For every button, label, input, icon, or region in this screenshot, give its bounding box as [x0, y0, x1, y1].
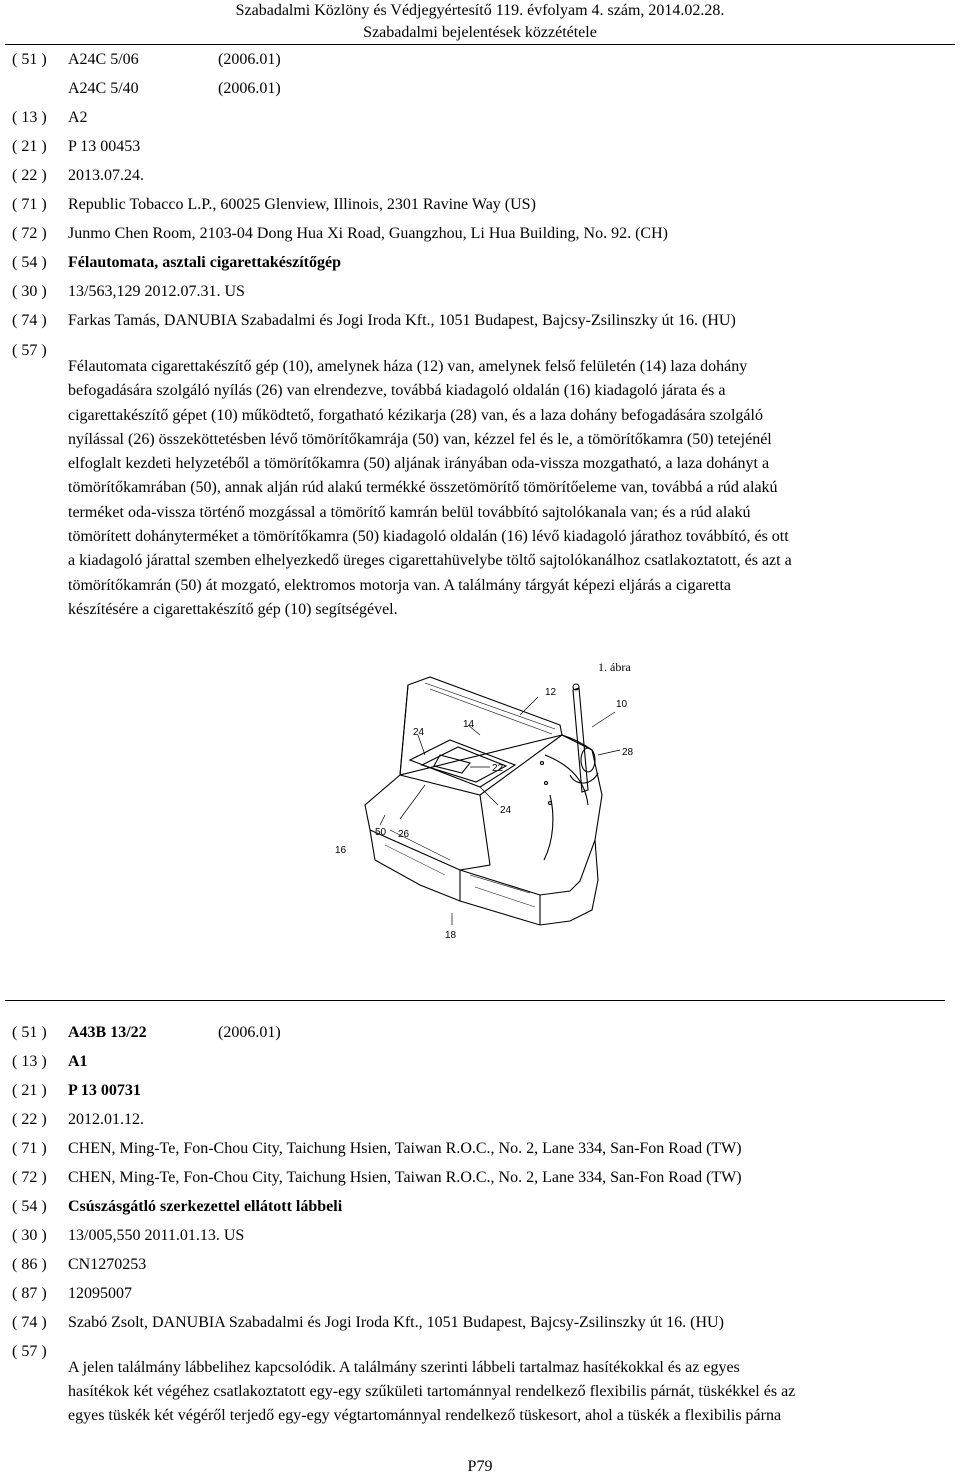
- patent-title: Félautomata, asztali cigarettakészítőgép: [68, 254, 341, 271]
- page-number: P79: [467, 1458, 493, 1475]
- abstract-line: egyes tüskék két végéről terjedő egy-egy végtartománnyal rendelkező tüskesort, ahol a tüskék a flexibilis párna: [68, 1407, 782, 1424]
- entry-divider: [5, 1000, 945, 1001]
- abstract-line: A jelen találmány lábbelihez kapcsolódik. A találmány szerinti lábbeli tartalmaz hasítékokkal és az egyes: [68, 1359, 740, 1376]
- figure-label: 28: [622, 747, 634, 758]
- patent-figure: [330, 655, 650, 950]
- figure-label: 26: [398, 829, 410, 840]
- abstract-line: tömörített dohányterméket a tömörítőkamra (50) kiadagoló oldalán (16) lévő kiadagoló járathoz továbbító, és ott: [68, 528, 789, 546]
- abstract-line: nyílással (26) összeköttetésben lévő tömörítőkamrája (50) van, kézzel fel és le, a tömörítőkamra (50) tetejénél: [68, 430, 772, 448]
- figure-label: 24: [413, 727, 425, 738]
- figure-caption: 1. ábra: [598, 660, 631, 674]
- figure-label: 16: [335, 845, 347, 856]
- patent-title: Csúszásgátló szerkezettel ellátott lábbeli: [68, 1198, 343, 1215]
- journal-header: Szabadalmi Közlöny és Védjegyértesítő 119. évfolyam 4. szám, 2014.02.28.: [235, 2, 725, 19]
- abstract: [68, 355, 898, 622]
- section-header: Szabadalmi bejelentések közzététele: [363, 24, 597, 41]
- abstract-line: befogadására szolgáló nyílás (26) van elrendezve, továbbá kiadagoló oldalán (16) kiadagoló járata és a: [68, 382, 726, 400]
- figure-label: 50: [375, 827, 387, 838]
- abstract-line: cigarettakészítő gépet (10) működtető, forgatható kézikarja (28) van, és a laza dohány befogadására szolgáló: [68, 406, 763, 424]
- abstract-line: elfoglalt kezdeti helyzetéből a tömörítőkamra (50) aljának irányában oda-vissza mozgatható, a laza dohányt a: [68, 455, 770, 473]
- abstract-line: a kiadagoló járattal szemben elhelyezkedő üreges cigarettahüvelybe töltő sajtolókanálhoz csatlakoztatott, és azt a: [68, 552, 792, 570]
- figure-label: 22: [492, 763, 504, 774]
- abstract-line: tömörítőkamrán (50) át mozgató, elektromos motorja van. A találmány tárgyát képezi eljárás a cigaretta: [68, 576, 732, 594]
- abstract-line: készítésére a cigarettakészítő gép (10) segítségével.: [68, 600, 398, 618]
- figure-label: 24: [500, 805, 512, 816]
- figure-label: 14: [463, 719, 475, 730]
- abstract: [68, 1356, 898, 1428]
- abstract-line: Félautomata cigarettakészítő gép (10), amelynek háza (12) van, amelynek felső felületén (14) laza dohány: [68, 358, 748, 375]
- abstract-line: tömörítőkamrában (50), annak alján rúd alakú termékké összetömörítő tömörítőeleme van, továbbá a rúd alakú: [68, 479, 778, 497]
- header-rule: [5, 44, 955, 45]
- figure-label: 18: [445, 930, 457, 941]
- figure-label: 12: [545, 687, 557, 698]
- abstract-line: terméket oda-vissza történő mozgással a tömörítő kamrán belül továbbító sajtolókanala van; és a rúd alakú: [68, 503, 751, 521]
- figure-label: 10: [616, 699, 628, 710]
- abstract-line: hasítékok két végéhez csatlakoztatott egy-egy szűkületi tartománnyal rendelkező flexibilis párnát, tüskékkel és az: [68, 1383, 796, 1400]
